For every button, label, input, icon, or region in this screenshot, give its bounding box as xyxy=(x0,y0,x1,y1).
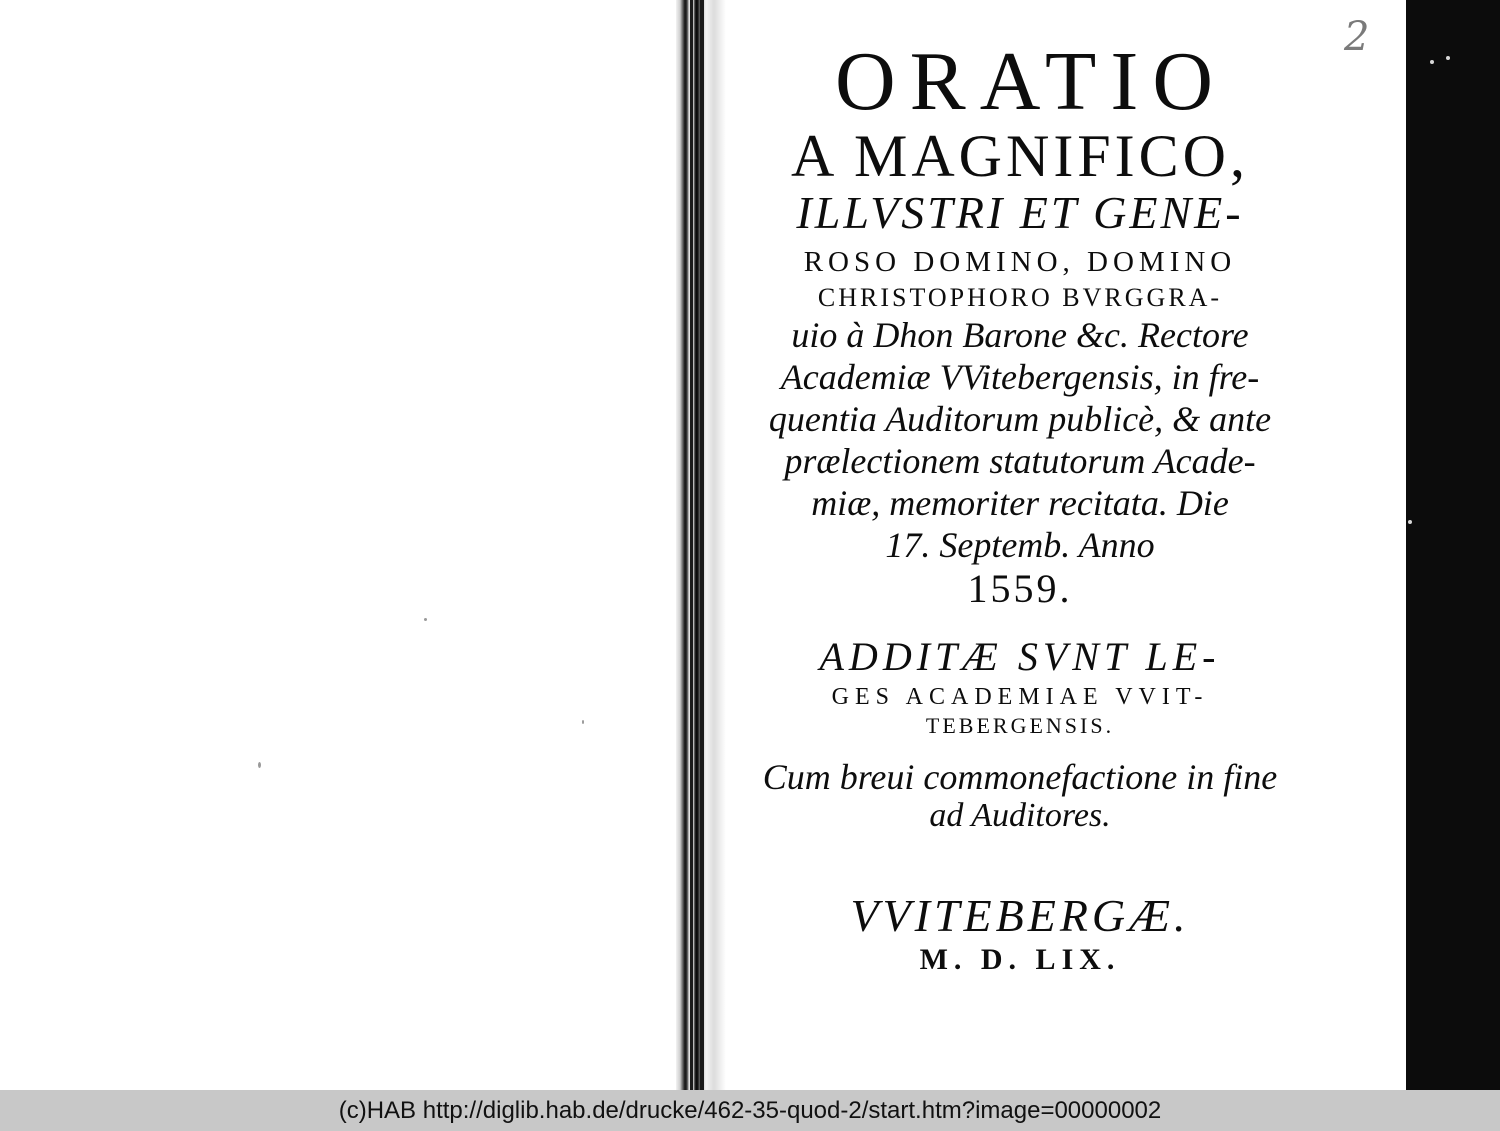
folio-number: 2 xyxy=(1344,14,1370,60)
title-line-ad-auditores: ad Auditores. xyxy=(929,797,1111,834)
imprint-city: VVITEBERGÆ. xyxy=(850,890,1190,941)
paper-speck xyxy=(424,618,427,621)
title-line-miae: miæ, memoriter recitata. Die xyxy=(811,483,1229,523)
title-line-additae: ADDITÆ SVNT LE- xyxy=(819,634,1221,679)
title-line-cum-breui: Cum breui commonefactione in fine xyxy=(762,757,1278,797)
paper-speck xyxy=(582,720,584,724)
copyright-caption: (c)HAB http://diglib.hab.de/drucke/462-35-quod-2/start.htm?image=00000002 xyxy=(338,1097,1162,1124)
scan-background-edge xyxy=(1406,0,1500,1090)
title-line-oratio: ORATIO xyxy=(835,35,1227,128)
paper-speck xyxy=(258,762,261,768)
title-line-christophoro: CHRISTOPHORO BVRGGRA- xyxy=(817,283,1223,312)
title-line-praelectionem: prælectionem statutorum Acade- xyxy=(784,441,1256,481)
title-line-quentia: quentia Auditorum publicè, & ante xyxy=(768,399,1272,439)
title-line-ges-academiae: GES ACADEMIAE VVIT- xyxy=(831,684,1209,710)
title-line-tebergensis: TEBERGENSIS. xyxy=(925,713,1115,738)
gutter-shadow-line xyxy=(690,0,693,1090)
edge-speck xyxy=(1408,520,1412,524)
left-blank-page xyxy=(0,0,676,1090)
title-line-illustri: ILLVSTRI ET GENE- xyxy=(796,187,1244,238)
title-line-magnifico: A MAGNIFICO, xyxy=(790,123,1250,189)
imprint-year: M. D. LIX. xyxy=(919,943,1121,976)
title-line-roso: ROSO DOMINO, DOMINO xyxy=(803,246,1237,278)
title-block xyxy=(740,35,1300,976)
title-line-date: 17. Septemb. Anno xyxy=(885,525,1155,565)
copyright-caption-bar xyxy=(0,1090,1500,1131)
gutter-shadow-line xyxy=(700,0,704,1090)
title-line-year-number: 1559. xyxy=(967,566,1073,611)
title-line-uio: uio à Dhon Barone &c. Rectore xyxy=(791,315,1249,355)
edge-speck xyxy=(1446,56,1450,60)
title-line-academiae: Academiæ VVitebergensis, in fre- xyxy=(780,357,1260,397)
edge-speck xyxy=(1430,60,1434,64)
